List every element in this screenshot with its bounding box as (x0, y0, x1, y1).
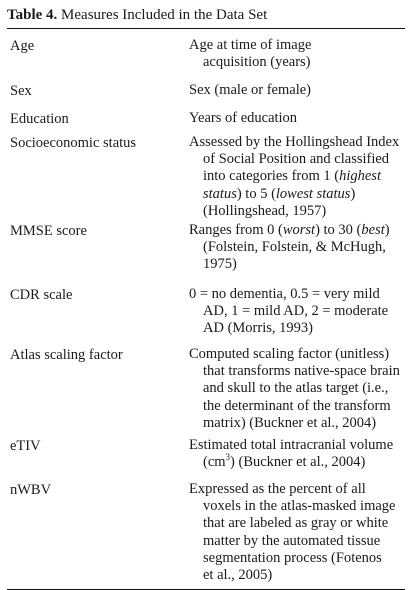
data-table (7, 0, 405, 590)
measure-description: Years of education (189, 110, 298, 126)
measure-name: Education (10, 111, 69, 127)
measure-description: Computed scaling factor (unitless) that transforms native-space brain and skull to the atlas target (i.e., the determinant of the transform matrix) (Buckner et al., 2004) (189, 346, 400, 431)
table-row (7, 110, 405, 134)
measure-name: Atlas scaling factor (10, 347, 123, 363)
measure-name: eTIV (10, 438, 41, 454)
top-rule (7, 28, 405, 29)
measure-name: Age (10, 38, 35, 54)
measure-description: Assessed by the Hollingshead Index of Social Position and classified into categories from 1 (highest status) to 5 (lowest status) (Hollingshead, 1957) (189, 134, 400, 219)
measure-description: Ranges from 0 (worst) to 30 (best) (Folstein, Folstein, & McHugh, 1975) (189, 222, 390, 273)
table-row (7, 37, 405, 82)
measure-name: nWBV (10, 482, 52, 498)
table-row (7, 286, 405, 346)
table-label: Table 4. (7, 7, 58, 23)
table-row (7, 437, 405, 481)
table-title: Measures Included in the Data Set (61, 7, 268, 23)
measure-name: Socioeconomic status (10, 135, 137, 151)
table-row (7, 481, 405, 589)
table-caption (7, 0, 405, 28)
table-row (7, 222, 405, 286)
measure-description: Expressed as the percent of all voxels in the atlas-masked image that are labeled as gray or white matter by the automated tissue segmentation process (Fotenos et al., 2005) (189, 481, 396, 584)
measure-description: 0 = no dementia, 0.5 = very mild AD, 1 = mild AD, 2 = moderate AD (Morris, 1993) (189, 286, 389, 337)
table-row (7, 82, 405, 110)
measure-name: MMSE score (10, 223, 87, 239)
table-row (7, 134, 405, 220)
measure-description: Age at time of image acquisition (years) (189, 37, 312, 71)
measure-description: Estimated total intracranial volume $(cm^3)$ (Buckner et al., 2004) (189, 437, 394, 471)
measure-name: CDR scale (10, 287, 73, 303)
measure-name: Sex (10, 83, 32, 99)
measure-description: Sex (male or female) (189, 82, 311, 98)
table-row (7, 346, 405, 437)
